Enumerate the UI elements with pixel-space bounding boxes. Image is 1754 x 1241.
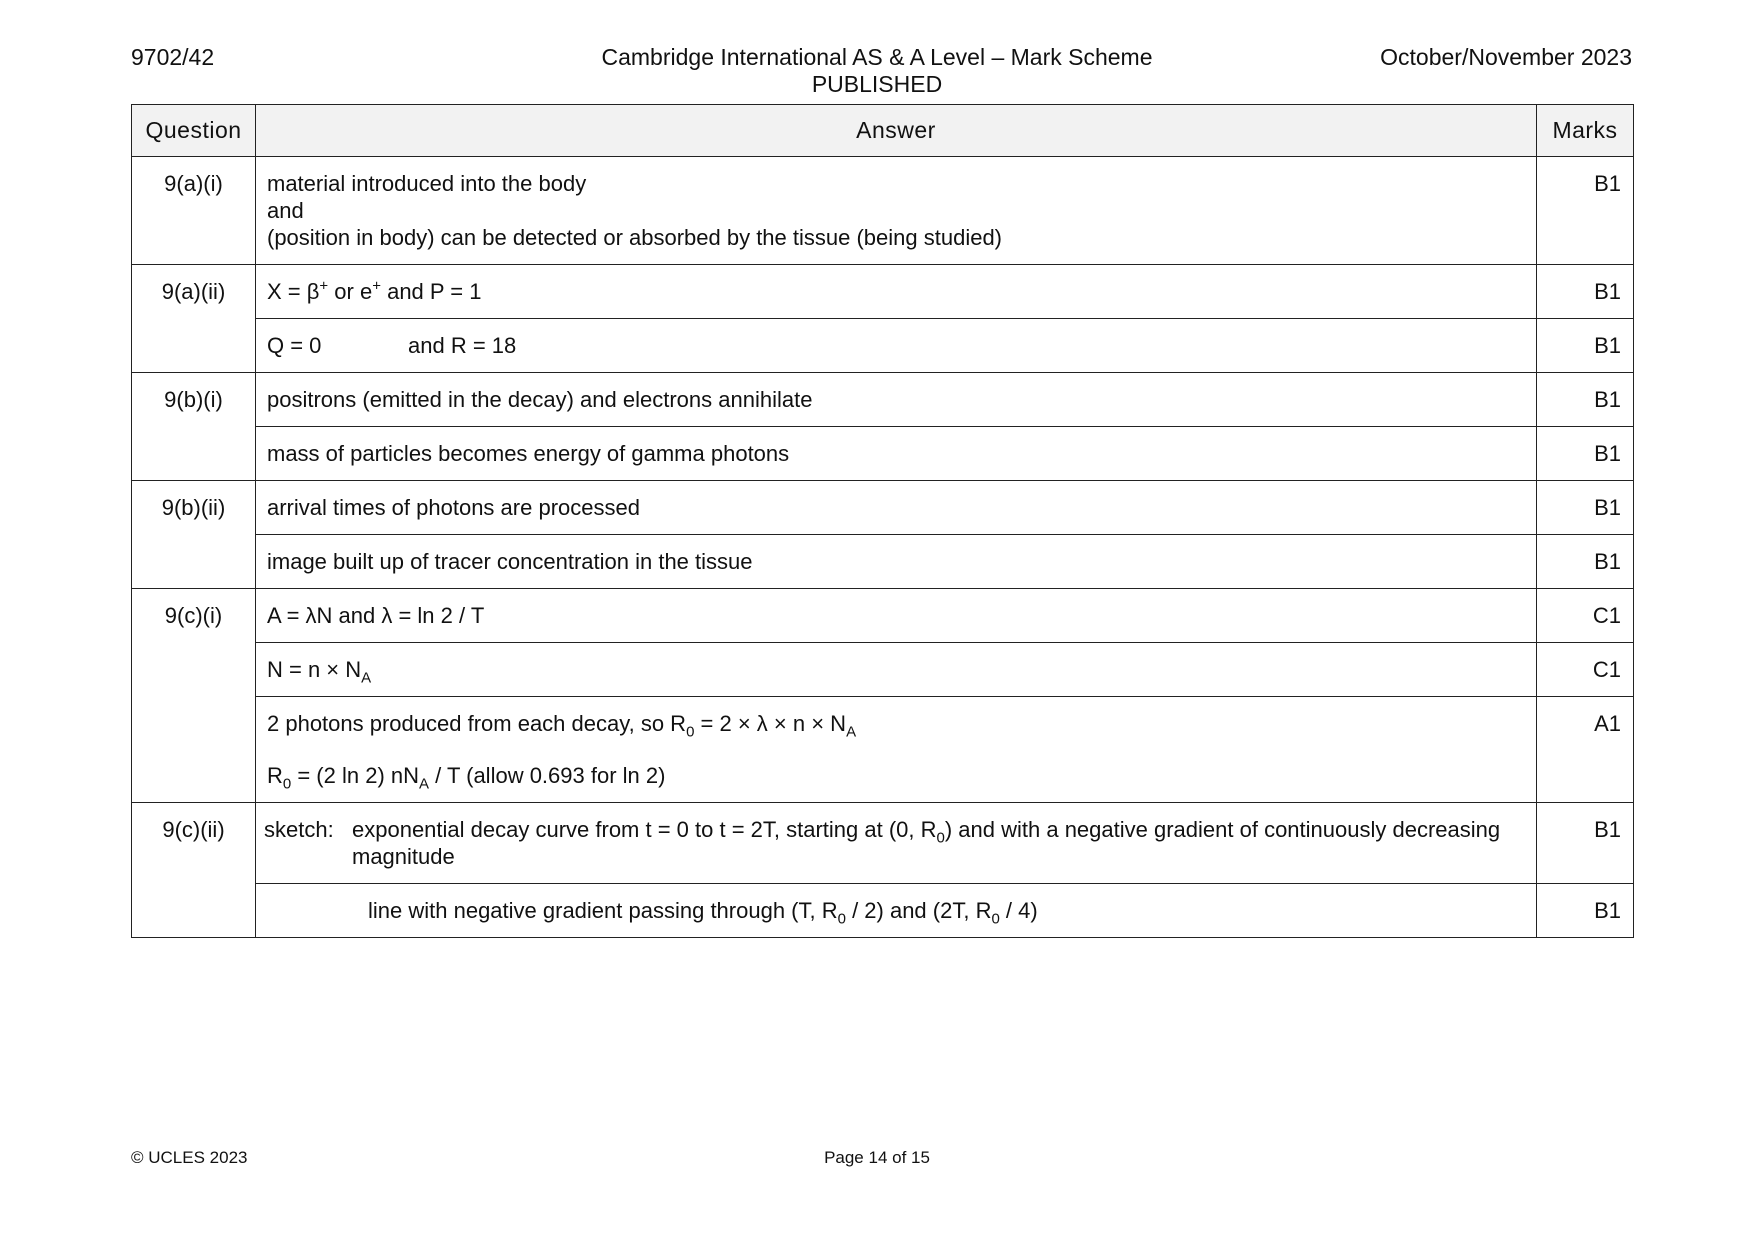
marks-cell: C1 [1537,589,1634,643]
marks-cell: B1 [1537,373,1634,427]
table-row [132,265,1634,319]
subscript: 0 [936,829,945,847]
paper-code: 9702/42 [131,44,215,70]
answer-cell: positrons (emitted in the decay) and electrons annihilate [256,373,1537,427]
answer-text: Q = 0 [267,333,322,358]
subscript: A [846,723,857,741]
answer-text-block [352,816,1525,870]
marks-cell: B1 [1537,157,1634,265]
answer-cell: image built up of tracer concentration in the tissue [256,535,1537,589]
question-number: 9(b)(i) [132,373,256,481]
answer-text: line with negative gradient passing through (T, R [368,898,838,923]
answer-text: and P = 1 [380,279,482,304]
marks-cell: B1 [1537,319,1634,373]
question-number: 9(a)(i) [132,157,256,265]
answer-cell: mass of particles becomes energy of gamma photons [256,427,1537,481]
column-header-marks: Marks [1537,105,1634,157]
marks-cell: A1 [1537,697,1634,803]
question-number: 9(c)(ii) [132,803,256,938]
superscript: + [319,277,329,295]
answer-text: / T (allow 0.693 for ln 2) [429,763,666,788]
answer-cell [256,265,1537,319]
table-row [132,481,1634,535]
answer-text: or e [328,279,373,304]
answer-text: = 2 × λ × n × N [694,711,847,736]
published-label: PUBLISHED [811,71,943,97]
marks-cell: B1 [1537,535,1634,589]
answer-text: / 4) [999,898,1038,923]
table-row [132,884,1634,938]
marks-cell: B1 [1537,481,1634,535]
question-number: 9(a)(ii) [132,265,256,373]
answer-text: 2 photons produced from each decay, so R [267,711,687,736]
answer-line: and [267,198,304,223]
page-number: Page 14 of 15 [824,1148,930,1167]
answer-line [267,898,1038,928]
column-header-answer: Answer [256,105,1537,157]
superscript: + [372,277,381,295]
table-row [132,803,1634,884]
table-row [132,589,1634,643]
subscript: A [361,669,372,687]
table-row [132,427,1634,481]
column-header-question: Question [132,105,256,157]
marks-cell: B1 [1537,884,1634,938]
answer-cell [256,319,1537,373]
table-row [132,319,1634,373]
answer-line [267,710,1525,741]
marks-cell: C1 [1537,643,1634,697]
table-row [132,373,1634,427]
answer-cell [256,884,1537,938]
answer-text: = (2 ln 2) nN [291,763,420,788]
copyright-notice: © UCLES 2023 [131,1148,248,1167]
answer-cell: arrival times of photons are processed [256,481,1537,535]
answer-cell [256,157,1537,265]
answer-cell [256,803,1537,884]
title-line: Cambridge International AS & A Level – Mark Scheme [601,44,1153,70]
answer-text: ) and with a negative gradient of continuously decreasing magnitude [352,817,1501,869]
marks-cell: B1 [1537,265,1634,319]
table-row [132,157,1634,265]
question-number: 9(b)(ii) [132,481,256,589]
marks-cell: B1 [1537,427,1634,481]
subscript: 0 [991,910,1000,928]
answer-text: N = n × N [267,657,362,682]
marks-cell: B1 [1537,803,1634,884]
answer-text: exponential decay curve from t = 0 to t = 2T, starting at (0, R [352,817,937,842]
question-number: 9(c)(i) [132,589,256,803]
subscript: 0 [686,723,695,741]
subscript: A [419,775,430,793]
answer-cell: A = λN and λ = ln 2 / T [256,589,1537,643]
answer-line: material introduced into the body [267,171,587,196]
answer-text: / 2) and (2T, R [845,898,992,923]
answer-cell [256,697,1537,803]
subscript: 0 [837,910,846,928]
table-row [132,697,1634,803]
table-row [132,643,1634,697]
answer-line [267,762,1525,793]
table-header-row [132,105,1634,157]
answer-cell [256,643,1537,697]
table-row [132,535,1634,589]
answer-line: (position in body) can be detected or absorbed by the tissue (being studied) [267,225,1003,250]
mark-scheme-table [131,104,1634,938]
answer-text: and R = 18 [408,333,517,358]
sketch-label: sketch: [264,817,334,842]
answer-text: R [267,763,283,788]
sketch-answer [264,816,1525,870]
subscript: 0 [282,775,292,793]
exam-session: October/November 2023 [1380,44,1632,70]
answer-text: X = β [267,279,320,304]
